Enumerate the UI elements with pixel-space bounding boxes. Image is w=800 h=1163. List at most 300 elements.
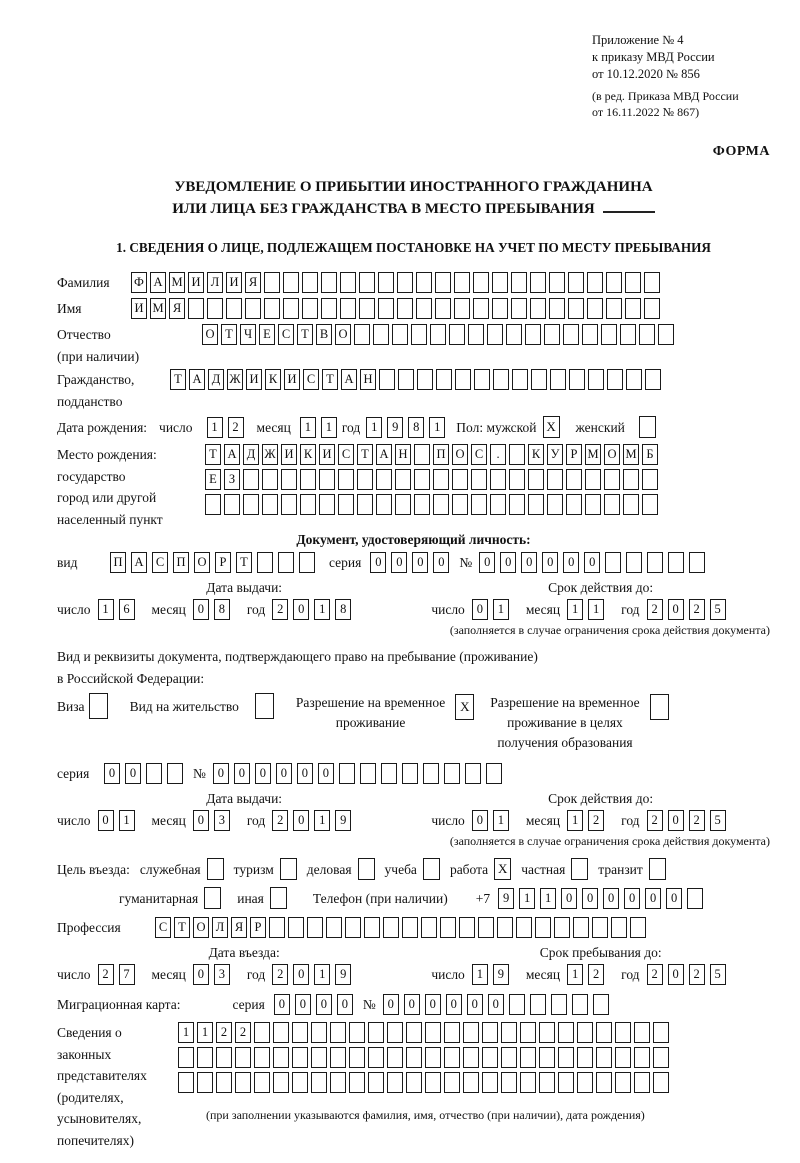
char-cell[interactable] bbox=[433, 469, 449, 490]
char-cell[interactable] bbox=[658, 324, 674, 345]
char-cell[interactable]: Р bbox=[566, 444, 582, 465]
char-cell[interactable] bbox=[492, 272, 508, 293]
char-cell[interactable]: 9 bbox=[335, 810, 351, 831]
char-cell[interactable]: О bbox=[604, 444, 620, 465]
char-cell[interactable]: 9 bbox=[387, 417, 403, 438]
char-cell[interactable]: Ж bbox=[227, 369, 243, 390]
char-cell[interactable] bbox=[292, 1022, 308, 1043]
char-cell[interactable] bbox=[501, 1047, 517, 1068]
char-cell[interactable] bbox=[406, 1022, 422, 1043]
residence-permit-checkbox[interactable] bbox=[255, 693, 274, 719]
char-cell[interactable] bbox=[381, 763, 397, 784]
char-cell[interactable]: М bbox=[623, 444, 639, 465]
char-cell[interactable] bbox=[421, 917, 437, 938]
char-cell[interactable] bbox=[283, 298, 299, 319]
char-cell[interactable]: В bbox=[316, 324, 332, 345]
char-cell[interactable]: М bbox=[150, 298, 166, 319]
char-cell[interactable]: 3 bbox=[214, 964, 230, 985]
char-cell[interactable]: 1 bbox=[321, 417, 337, 438]
char-cell[interactable]: М bbox=[585, 444, 601, 465]
char-cell[interactable]: 0 bbox=[125, 763, 141, 784]
char-cell[interactable] bbox=[572, 994, 588, 1015]
char-cell[interactable] bbox=[311, 1072, 327, 1093]
char-cell[interactable] bbox=[471, 469, 487, 490]
char-cell[interactable] bbox=[511, 298, 527, 319]
char-cell[interactable] bbox=[376, 469, 392, 490]
char-cell[interactable] bbox=[582, 324, 598, 345]
char-cell[interactable] bbox=[383, 917, 399, 938]
char-cell[interactable]: 1 bbox=[314, 964, 330, 985]
char-cell[interactable] bbox=[414, 469, 430, 490]
char-cell[interactable] bbox=[197, 1047, 213, 1068]
char-cell[interactable] bbox=[330, 1072, 346, 1093]
char-cell[interactable] bbox=[509, 469, 525, 490]
char-cell[interactable] bbox=[623, 469, 639, 490]
char-cell[interactable] bbox=[321, 298, 337, 319]
char-cell[interactable] bbox=[465, 763, 481, 784]
char-cell[interactable] bbox=[340, 272, 356, 293]
char-cell[interactable]: 0 bbox=[472, 599, 488, 620]
char-cell[interactable] bbox=[482, 1072, 498, 1093]
visa-checkbox[interactable] bbox=[89, 693, 108, 719]
char-cell[interactable] bbox=[406, 1047, 422, 1068]
char-cell[interactable]: О bbox=[193, 917, 209, 938]
char-cell[interactable] bbox=[620, 324, 636, 345]
char-cell[interactable]: 0 bbox=[433, 552, 449, 573]
char-cell[interactable]: С bbox=[471, 444, 487, 465]
char-cell[interactable] bbox=[414, 494, 430, 515]
char-cell[interactable] bbox=[554, 917, 570, 938]
purpose-official-checkbox[interactable] bbox=[207, 858, 224, 880]
char-cell[interactable]: 0 bbox=[668, 810, 684, 831]
char-cell[interactable]: 1 bbox=[567, 964, 583, 985]
char-cell[interactable]: 0 bbox=[542, 552, 558, 573]
char-cell[interactable] bbox=[300, 469, 316, 490]
char-cell[interactable] bbox=[433, 494, 449, 515]
char-cell[interactable]: Т bbox=[236, 552, 252, 573]
char-cell[interactable] bbox=[397, 272, 413, 293]
char-cell[interactable] bbox=[615, 1022, 631, 1043]
char-cell[interactable]: Б bbox=[642, 444, 658, 465]
char-cell[interactable]: 5 bbox=[710, 964, 726, 985]
char-cell[interactable]: 0 bbox=[293, 599, 309, 620]
char-cell[interactable] bbox=[411, 324, 427, 345]
char-cell[interactable] bbox=[516, 917, 532, 938]
char-cell[interactable] bbox=[452, 469, 468, 490]
char-cell[interactable]: С bbox=[338, 444, 354, 465]
char-cell[interactable] bbox=[395, 469, 411, 490]
char-cell[interactable] bbox=[463, 1047, 479, 1068]
char-cell[interactable]: . bbox=[490, 444, 506, 465]
char-cell[interactable] bbox=[197, 1072, 213, 1093]
char-cell[interactable] bbox=[330, 1047, 346, 1068]
char-cell[interactable]: 0 bbox=[446, 994, 462, 1015]
char-cell[interactable] bbox=[587, 298, 603, 319]
char-cell[interactable] bbox=[402, 763, 418, 784]
char-cell[interactable] bbox=[530, 994, 546, 1015]
char-cell[interactable] bbox=[273, 1047, 289, 1068]
char-cell[interactable]: М bbox=[169, 272, 185, 293]
char-cell[interactable] bbox=[493, 369, 509, 390]
char-cell[interactable]: 1 bbox=[300, 417, 316, 438]
char-cell[interactable] bbox=[634, 1072, 650, 1093]
char-cell[interactable] bbox=[368, 1072, 384, 1093]
char-cell[interactable]: Е bbox=[259, 324, 275, 345]
char-cell[interactable] bbox=[501, 1022, 517, 1043]
char-cell[interactable]: Н bbox=[360, 369, 376, 390]
char-cell[interactable] bbox=[525, 324, 541, 345]
char-cell[interactable] bbox=[642, 469, 658, 490]
char-cell[interactable] bbox=[449, 324, 465, 345]
char-cell[interactable] bbox=[416, 298, 432, 319]
char-cell[interactable] bbox=[550, 369, 566, 390]
char-cell[interactable] bbox=[473, 298, 489, 319]
char-cell[interactable] bbox=[558, 1047, 574, 1068]
char-cell[interactable] bbox=[531, 369, 547, 390]
char-cell[interactable]: 0 bbox=[383, 994, 399, 1015]
char-cell[interactable]: Т bbox=[205, 444, 221, 465]
char-cell[interactable]: 0 bbox=[668, 599, 684, 620]
purpose-work-checkbox[interactable]: X bbox=[494, 858, 511, 880]
char-cell[interactable] bbox=[299, 552, 315, 573]
char-cell[interactable]: У bbox=[547, 444, 563, 465]
char-cell[interactable] bbox=[378, 272, 394, 293]
char-cell[interactable]: А bbox=[150, 272, 166, 293]
char-cell[interactable]: 0 bbox=[467, 994, 483, 1015]
char-cell[interactable]: Т bbox=[174, 917, 190, 938]
char-cell[interactable]: С bbox=[278, 324, 294, 345]
char-cell[interactable] bbox=[606, 298, 622, 319]
char-cell[interactable] bbox=[615, 1072, 631, 1093]
char-cell[interactable]: 0 bbox=[337, 994, 353, 1015]
char-cell[interactable] bbox=[492, 298, 508, 319]
char-cell[interactable]: 0 bbox=[293, 964, 309, 985]
char-cell[interactable] bbox=[573, 917, 589, 938]
char-cell[interactable] bbox=[205, 494, 221, 515]
char-cell[interactable] bbox=[224, 494, 240, 515]
char-cell[interactable] bbox=[547, 469, 563, 490]
char-cell[interactable] bbox=[625, 272, 641, 293]
char-cell[interactable] bbox=[395, 494, 411, 515]
char-cell[interactable]: 0 bbox=[563, 552, 579, 573]
char-cell[interactable] bbox=[501, 1072, 517, 1093]
char-cell[interactable] bbox=[615, 1047, 631, 1068]
char-cell[interactable] bbox=[530, 272, 546, 293]
temp-residence-education-checkbox[interactable] bbox=[650, 694, 669, 720]
char-cell[interactable]: 0 bbox=[193, 964, 209, 985]
char-cell[interactable] bbox=[379, 369, 395, 390]
char-cell[interactable]: 1 bbox=[567, 810, 583, 831]
char-cell[interactable] bbox=[288, 917, 304, 938]
char-cell[interactable]: 2 bbox=[588, 964, 604, 985]
char-cell[interactable] bbox=[425, 1072, 441, 1093]
char-cell[interactable] bbox=[585, 469, 601, 490]
char-cell[interactable] bbox=[474, 369, 490, 390]
char-cell[interactable]: 0 bbox=[584, 552, 600, 573]
char-cell[interactable]: 6 bbox=[119, 599, 135, 620]
char-cell[interactable]: 0 bbox=[370, 552, 386, 573]
char-cell[interactable]: З bbox=[224, 469, 240, 490]
char-cell[interactable] bbox=[387, 1072, 403, 1093]
char-cell[interactable] bbox=[535, 917, 551, 938]
char-cell[interactable]: И bbox=[319, 444, 335, 465]
char-cell[interactable]: 2 bbox=[272, 810, 288, 831]
char-cell[interactable]: Т bbox=[357, 444, 373, 465]
char-cell[interactable]: Ч bbox=[240, 324, 256, 345]
char-cell[interactable]: 8 bbox=[214, 599, 230, 620]
char-cell[interactable] bbox=[544, 324, 560, 345]
char-cell[interactable]: О bbox=[194, 552, 210, 573]
char-cell[interactable] bbox=[235, 1047, 251, 1068]
purpose-business-checkbox[interactable] bbox=[358, 858, 375, 880]
char-cell[interactable] bbox=[549, 298, 565, 319]
char-cell[interactable] bbox=[463, 1022, 479, 1043]
char-cell[interactable]: 0 bbox=[193, 810, 209, 831]
char-cell[interactable] bbox=[254, 1047, 270, 1068]
char-cell[interactable]: И bbox=[284, 369, 300, 390]
char-cell[interactable] bbox=[566, 469, 582, 490]
char-cell[interactable]: О bbox=[335, 324, 351, 345]
char-cell[interactable] bbox=[319, 494, 335, 515]
char-cell[interactable] bbox=[490, 469, 506, 490]
char-cell[interactable] bbox=[425, 1022, 441, 1043]
char-cell[interactable]: 1 bbox=[314, 810, 330, 831]
char-cell[interactable] bbox=[273, 1022, 289, 1043]
char-cell[interactable] bbox=[167, 763, 183, 784]
char-cell[interactable] bbox=[330, 1022, 346, 1043]
char-cell[interactable] bbox=[178, 1047, 194, 1068]
char-cell[interactable]: 0 bbox=[274, 994, 290, 1015]
char-cell[interactable] bbox=[444, 763, 460, 784]
char-cell[interactable] bbox=[639, 324, 655, 345]
char-cell[interactable] bbox=[373, 324, 389, 345]
char-cell[interactable] bbox=[406, 1072, 422, 1093]
char-cell[interactable] bbox=[549, 272, 565, 293]
char-cell[interactable]: О bbox=[452, 444, 468, 465]
char-cell[interactable] bbox=[596, 1072, 612, 1093]
char-cell[interactable]: И bbox=[131, 298, 147, 319]
char-cell[interactable] bbox=[345, 917, 361, 938]
char-cell[interactable]: 1 bbox=[207, 417, 223, 438]
char-cell[interactable]: 0 bbox=[316, 994, 332, 1015]
char-cell[interactable]: Ж bbox=[262, 444, 278, 465]
char-cell[interactable]: 3 bbox=[214, 810, 230, 831]
char-cell[interactable] bbox=[471, 494, 487, 515]
char-cell[interactable] bbox=[378, 298, 394, 319]
char-cell[interactable] bbox=[430, 324, 446, 345]
char-cell[interactable]: 2 bbox=[647, 964, 663, 985]
char-cell[interactable]: 0 bbox=[645, 888, 661, 909]
char-cell[interactable]: 2 bbox=[216, 1022, 232, 1043]
purpose-other-checkbox[interactable] bbox=[270, 887, 287, 909]
char-cell[interactable]: Р bbox=[250, 917, 266, 938]
char-cell[interactable] bbox=[281, 469, 297, 490]
char-cell[interactable]: 0 bbox=[295, 994, 311, 1015]
char-cell[interactable]: 5 bbox=[710, 810, 726, 831]
char-cell[interactable] bbox=[364, 917, 380, 938]
char-cell[interactable] bbox=[601, 324, 617, 345]
char-cell[interactable]: 0 bbox=[255, 763, 271, 784]
char-cell[interactable]: 2 bbox=[272, 599, 288, 620]
char-cell[interactable] bbox=[146, 763, 162, 784]
char-cell[interactable]: 1 bbox=[119, 810, 135, 831]
char-cell[interactable] bbox=[454, 298, 470, 319]
char-cell[interactable] bbox=[528, 469, 544, 490]
char-cell[interactable] bbox=[569, 369, 585, 390]
char-cell[interactable]: 0 bbox=[98, 810, 114, 831]
char-cell[interactable]: 2 bbox=[647, 810, 663, 831]
char-cell[interactable] bbox=[459, 917, 475, 938]
char-cell[interactable]: 8 bbox=[408, 417, 424, 438]
char-cell[interactable] bbox=[235, 1072, 251, 1093]
char-cell[interactable] bbox=[300, 494, 316, 515]
char-cell[interactable] bbox=[444, 1022, 460, 1043]
char-cell[interactable] bbox=[423, 763, 439, 784]
char-cell[interactable] bbox=[625, 298, 641, 319]
char-cell[interactable] bbox=[339, 763, 355, 784]
char-cell[interactable]: 0 bbox=[425, 994, 441, 1015]
char-cell[interactable]: Т bbox=[221, 324, 237, 345]
char-cell[interactable]: 7 bbox=[119, 964, 135, 985]
char-cell[interactable] bbox=[626, 552, 642, 573]
char-cell[interactable] bbox=[397, 298, 413, 319]
char-cell[interactable]: 1 bbox=[567, 599, 583, 620]
char-cell[interactable] bbox=[368, 1047, 384, 1068]
char-cell[interactable]: А bbox=[131, 552, 147, 573]
char-cell[interactable] bbox=[604, 469, 620, 490]
char-cell[interactable] bbox=[563, 324, 579, 345]
char-cell[interactable] bbox=[302, 272, 318, 293]
char-cell[interactable]: Н bbox=[395, 444, 411, 465]
char-cell[interactable] bbox=[577, 1022, 593, 1043]
char-cell[interactable]: 2 bbox=[98, 964, 114, 985]
char-cell[interactable] bbox=[644, 272, 660, 293]
char-cell[interactable] bbox=[281, 494, 297, 515]
char-cell[interactable]: Р bbox=[215, 552, 231, 573]
char-cell[interactable] bbox=[444, 1072, 460, 1093]
char-cell[interactable]: 0 bbox=[582, 888, 598, 909]
char-cell[interactable]: 0 bbox=[603, 888, 619, 909]
char-cell[interactable]: А bbox=[189, 369, 205, 390]
char-cell[interactable] bbox=[647, 552, 663, 573]
char-cell[interactable] bbox=[254, 1022, 270, 1043]
char-cell[interactable]: 2 bbox=[689, 599, 705, 620]
char-cell[interactable]: П bbox=[433, 444, 449, 465]
char-cell[interactable]: Т bbox=[170, 369, 186, 390]
char-cell[interactable] bbox=[511, 272, 527, 293]
char-cell[interactable]: 1 bbox=[314, 599, 330, 620]
char-cell[interactable] bbox=[558, 1072, 574, 1093]
char-cell[interactable]: 1 bbox=[472, 964, 488, 985]
char-cell[interactable] bbox=[321, 272, 337, 293]
purpose-humanitarian-checkbox[interactable] bbox=[204, 887, 221, 909]
char-cell[interactable] bbox=[482, 1047, 498, 1068]
char-cell[interactable]: 0 bbox=[668, 964, 684, 985]
char-cell[interactable] bbox=[452, 494, 468, 515]
char-cell[interactable]: 9 bbox=[335, 964, 351, 985]
char-cell[interactable] bbox=[302, 298, 318, 319]
char-cell[interactable] bbox=[436, 369, 452, 390]
char-cell[interactable] bbox=[468, 324, 484, 345]
char-cell[interactable]: 0 bbox=[472, 810, 488, 831]
char-cell[interactable] bbox=[349, 1047, 365, 1068]
char-cell[interactable] bbox=[634, 1047, 650, 1068]
char-cell[interactable] bbox=[243, 469, 259, 490]
char-cell[interactable] bbox=[687, 888, 703, 909]
char-cell[interactable] bbox=[611, 917, 627, 938]
char-cell[interactable] bbox=[642, 494, 658, 515]
char-cell[interactable]: 0 bbox=[404, 994, 420, 1015]
char-cell[interactable] bbox=[588, 369, 604, 390]
char-cell[interactable] bbox=[307, 917, 323, 938]
char-cell[interactable]: 1 bbox=[178, 1022, 194, 1043]
char-cell[interactable] bbox=[539, 1022, 555, 1043]
char-cell[interactable]: 0 bbox=[193, 599, 209, 620]
char-cell[interactable] bbox=[593, 994, 609, 1015]
char-cell[interactable] bbox=[558, 1022, 574, 1043]
char-cell[interactable]: А bbox=[224, 444, 240, 465]
char-cell[interactable] bbox=[207, 298, 223, 319]
char-cell[interactable]: 0 bbox=[318, 763, 334, 784]
char-cell[interactable]: 0 bbox=[293, 810, 309, 831]
char-cell[interactable] bbox=[653, 1022, 669, 1043]
char-cell[interactable] bbox=[606, 272, 622, 293]
char-cell[interactable] bbox=[596, 1022, 612, 1043]
char-cell[interactable] bbox=[262, 494, 278, 515]
char-cell[interactable]: С bbox=[155, 917, 171, 938]
char-cell[interactable]: С bbox=[152, 552, 168, 573]
char-cell[interactable] bbox=[417, 369, 433, 390]
char-cell[interactable]: Т bbox=[322, 369, 338, 390]
char-cell[interactable] bbox=[416, 272, 432, 293]
char-cell[interactable] bbox=[283, 272, 299, 293]
char-cell[interactable] bbox=[630, 917, 646, 938]
char-cell[interactable] bbox=[444, 1047, 460, 1068]
char-cell[interactable]: 2 bbox=[689, 810, 705, 831]
purpose-transit-checkbox[interactable] bbox=[649, 858, 666, 880]
char-cell[interactable] bbox=[626, 369, 642, 390]
char-cell[interactable] bbox=[566, 494, 582, 515]
char-cell[interactable] bbox=[592, 917, 608, 938]
char-cell[interactable] bbox=[264, 298, 280, 319]
char-cell[interactable]: 1 bbox=[366, 417, 382, 438]
char-cell[interactable] bbox=[368, 1022, 384, 1043]
char-cell[interactable]: 5 bbox=[710, 599, 726, 620]
char-cell[interactable]: 0 bbox=[488, 994, 504, 1015]
char-cell[interactable]: 1 bbox=[429, 417, 445, 438]
char-cell[interactable]: 1 bbox=[493, 599, 509, 620]
char-cell[interactable] bbox=[568, 272, 584, 293]
char-cell[interactable] bbox=[596, 1047, 612, 1068]
char-cell[interactable] bbox=[269, 917, 285, 938]
char-cell[interactable] bbox=[262, 469, 278, 490]
char-cell[interactable]: Е bbox=[205, 469, 221, 490]
char-cell[interactable] bbox=[509, 994, 525, 1015]
char-cell[interactable] bbox=[398, 369, 414, 390]
char-cell[interactable] bbox=[402, 917, 418, 938]
char-cell[interactable] bbox=[607, 369, 623, 390]
char-cell[interactable] bbox=[547, 494, 563, 515]
char-cell[interactable] bbox=[338, 469, 354, 490]
char-cell[interactable] bbox=[243, 494, 259, 515]
char-cell[interactable]: И bbox=[226, 272, 242, 293]
char-cell[interactable] bbox=[577, 1047, 593, 1068]
char-cell[interactable] bbox=[340, 298, 356, 319]
char-cell[interactable] bbox=[528, 494, 544, 515]
char-cell[interactable] bbox=[319, 469, 335, 490]
char-cell[interactable] bbox=[226, 298, 242, 319]
char-cell[interactable] bbox=[257, 552, 273, 573]
